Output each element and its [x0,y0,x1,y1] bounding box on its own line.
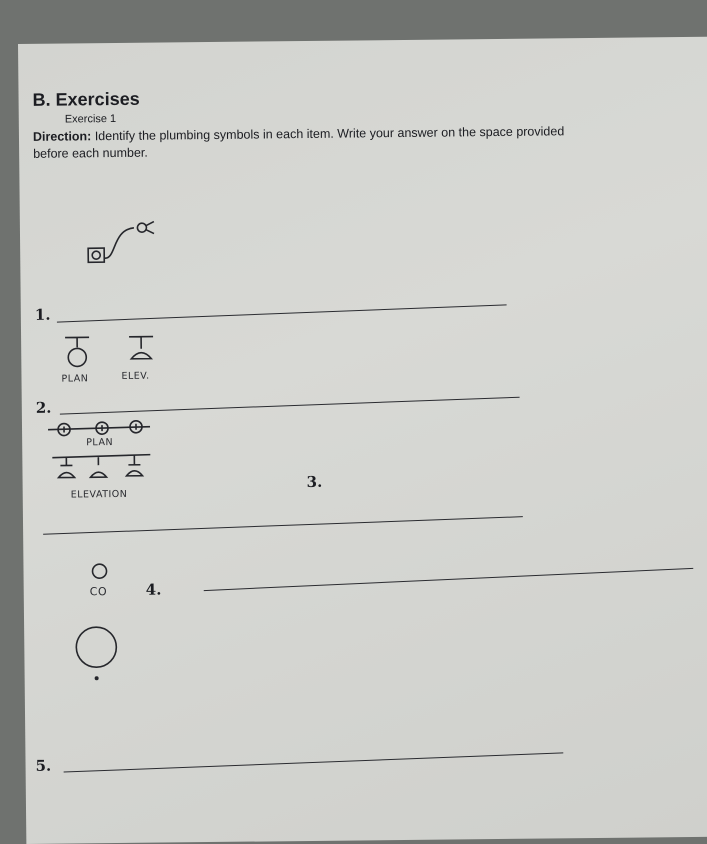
shower-head-symbol-icon [59,332,169,373]
elevation-label-3: ELEVATION [70,488,128,501]
hose-bibb-symbol-icon [82,218,163,279]
answer-line-5 [64,752,564,772]
cleanout-label: CO [89,585,108,599]
item-number-2: 2. [35,398,52,417]
cleanout-symbol-icon [87,563,117,583]
floor-drain-symbol-icon [72,621,133,692]
plan-label-3: PLAN [86,437,114,449]
direction-text [33,123,603,163]
plan-label: PLAN [61,373,89,385]
answer-line-3 [43,516,523,535]
answer-line-1 [57,304,507,322]
item-number-3: 3. [306,472,323,492]
elevation-label: ELEV. [121,370,150,382]
direction-label: Direction: [32,129,92,144]
answer-line-2 [60,397,520,415]
worksheet-paper [18,37,707,844]
answer-line-4 [204,568,694,591]
exercise-subtitle: Exercise 1 [64,112,117,126]
direction-body: Identify the plumbing symbols in each item. Write your answer on the space provided before each number. [33,124,565,161]
item-number-1: 1. [34,305,51,324]
item-number-4: 4. [145,580,162,599]
item-number-5: 5. [35,756,52,775]
section-title: B. Exercises [32,88,140,110]
